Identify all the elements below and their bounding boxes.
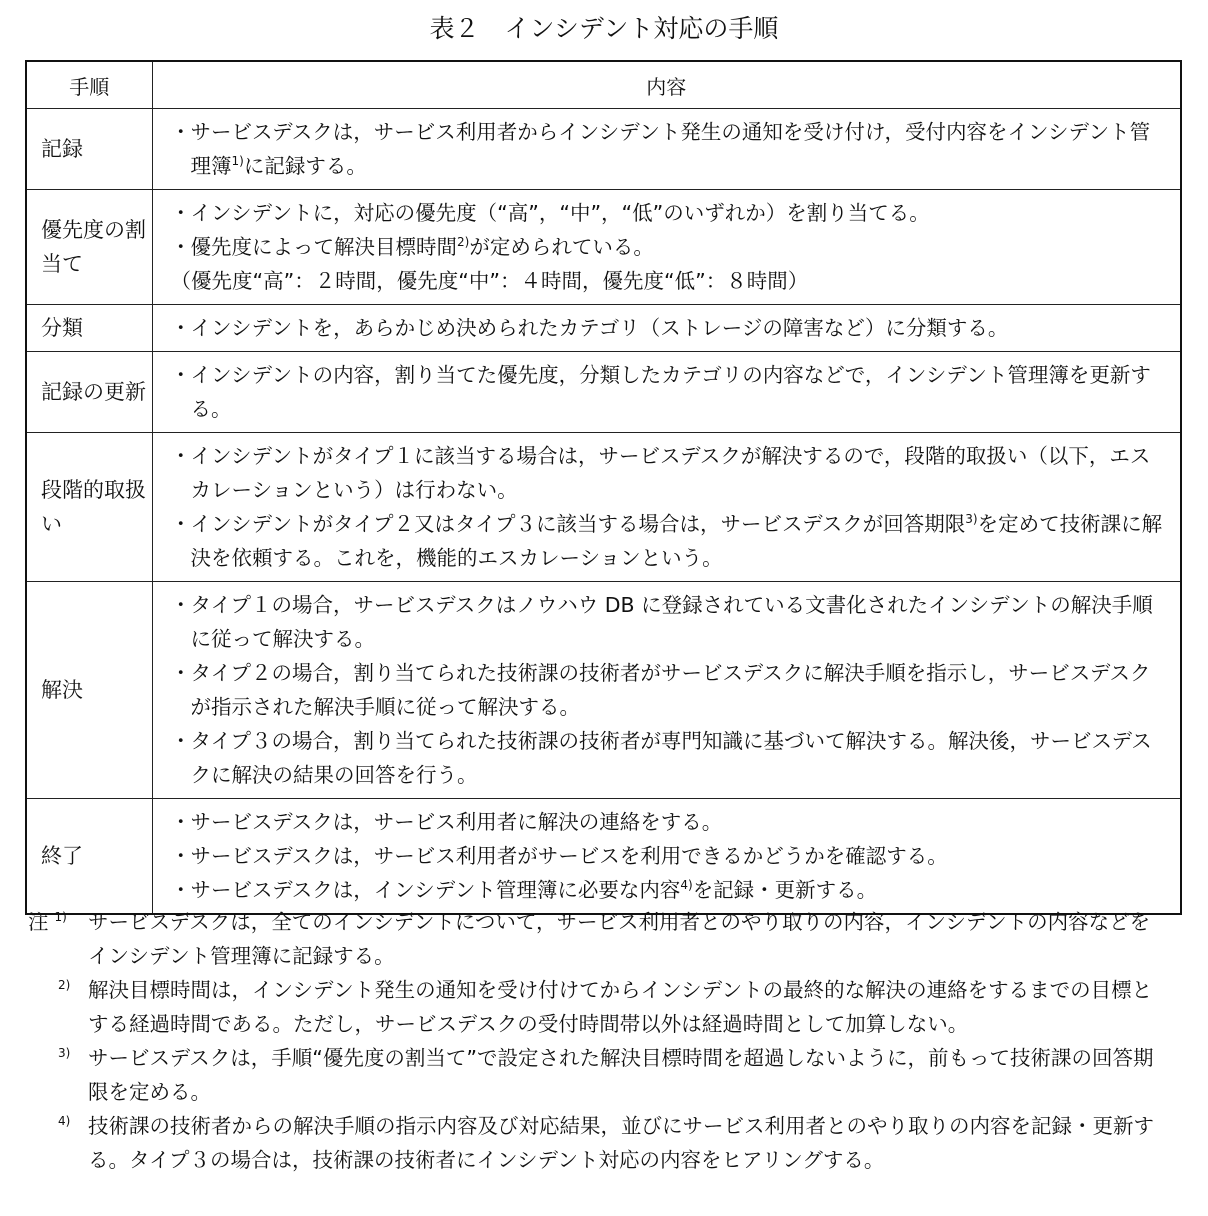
bullet-text: インシデントがタイプ１に該当する場合は，サービスデスクが解決するので，段階的取扱い（以下，エスカレーションという）は行わない。 bbox=[190, 444, 1151, 502]
step-cell: 終了 bbox=[26, 799, 152, 915]
bullet-text: タイプ２の場合，割り当てられた技術課の技術者がサービスデスクに解決手順を指示し，サービスデスクが指示された解決手順に従って解決する。 bbox=[190, 661, 1151, 719]
content-cell bbox=[152, 582, 1181, 799]
bullet-text-cont: に記録する。 bbox=[243, 154, 367, 178]
content-cell bbox=[152, 190, 1181, 305]
bullet-item bbox=[171, 656, 1169, 724]
bullet-item bbox=[171, 196, 1169, 230]
bullet-icon: ・ bbox=[170, 810, 191, 834]
bullet-text: サービスデスクは，サービス利用者からインシデント発生の通知を受け付け，受付内容をインシデント管理簿 bbox=[190, 120, 1151, 178]
table-row bbox=[26, 582, 1181, 799]
bullet-text-cont: を記録・更新する。 bbox=[692, 878, 878, 902]
bullet-text: 優先度によって解決目標時間 bbox=[190, 235, 457, 259]
footnote-mark bbox=[52, 973, 70, 1007]
bullet-icon: ・ bbox=[170, 201, 191, 225]
table-row bbox=[26, 305, 1181, 352]
content-cell bbox=[152, 433, 1181, 582]
content-cell bbox=[152, 109, 1181, 190]
bullet-icon: ・ bbox=[170, 878, 191, 902]
table-row bbox=[26, 799, 1181, 915]
footnote bbox=[40, 973, 1170, 1041]
step-cell: 解決 bbox=[26, 582, 152, 799]
bullet-item bbox=[171, 839, 1169, 873]
footnote-ref: 2) bbox=[457, 235, 470, 249]
bullet-text: インシデントがタイプ２又はタイプ３に該当する場合は，サービスデスクが回答期限 bbox=[190, 512, 966, 536]
footnote-number: 3) bbox=[58, 1046, 71, 1060]
footnote-ref: 1) bbox=[231, 154, 244, 168]
footnote bbox=[40, 1109, 1170, 1177]
bullet-icon: ・ bbox=[170, 729, 191, 753]
bullet-text-cont: が定められている。 bbox=[469, 235, 654, 259]
bullet-text: インシデントを，あらかじめ決められたカテゴリ（ストレージの障害など）に分類する。 bbox=[190, 316, 1009, 340]
bullet-item bbox=[171, 311, 1169, 345]
footnote-ref: 3) bbox=[965, 512, 978, 526]
bullet-item bbox=[171, 358, 1169, 426]
footnote-text: サービスデスクは，全てのインシデントについて，サービス利用者とのやり取りの内容，インシデントの内容などをインシデント管理簿に記録する。 bbox=[88, 910, 1151, 968]
bullet-text: サービスデスクは，サービス利用者がサービスを利用できるかどうかを確認する。 bbox=[190, 844, 948, 868]
bullet-icon: ・ bbox=[170, 661, 191, 685]
step-cell: 記録 bbox=[26, 109, 152, 190]
bullet-icon: ・ bbox=[170, 444, 191, 468]
step-cell: 優先度の割当て bbox=[26, 190, 152, 305]
footnote-text: 技術課の技術者からの解決手順の指示内容及び対応結果，並びにサービス利用者とのやり取りの内容を記録・更新する。タイプ３の場合は，技術課の技術者にインシデント対応の内容をヒアリングする。 bbox=[88, 1114, 1154, 1172]
bullet-icon: ・ bbox=[170, 512, 191, 536]
bullet-icon: ・ bbox=[170, 316, 191, 340]
footnote-number: 1) bbox=[54, 910, 67, 924]
bullet-text: サービスデスクは，インシデント管理簿に必要な内容 bbox=[190, 878, 681, 902]
step-cell: 記録の更新 bbox=[26, 352, 152, 433]
footnote-number: 4) bbox=[58, 1114, 71, 1128]
bullet-item bbox=[171, 805, 1169, 839]
bullet-icon: ・ bbox=[170, 235, 191, 259]
bullet-text-cont: を定めて技術課に解決を依頼する。これを，機能的エスカレーションという。 bbox=[190, 512, 1163, 570]
step-cell: 段階的取扱い bbox=[26, 433, 152, 582]
bullet-item bbox=[171, 439, 1169, 507]
footnote-number: 2) bbox=[58, 978, 71, 992]
table-row bbox=[26, 352, 1181, 433]
table-header-row bbox=[26, 61, 1181, 109]
bullet-item bbox=[171, 724, 1169, 792]
footnotes bbox=[28, 905, 1170, 1177]
bullet-text: インシデントに，対応の優先度（“高”，“中”，“低”のいずれか）を割り当てる。 bbox=[190, 201, 930, 225]
bullet-text: サービスデスクは，サービス利用者に解決の連絡をする。 bbox=[190, 810, 723, 834]
content-cell bbox=[152, 799, 1181, 915]
header-content: 内容 bbox=[152, 61, 1181, 109]
bullet-icon: ・ bbox=[170, 120, 191, 144]
content-cell bbox=[152, 305, 1181, 352]
footnote-ref: 4) bbox=[680, 878, 693, 892]
incident-procedure-table bbox=[25, 60, 1182, 915]
bullet-item bbox=[171, 588, 1169, 656]
bullet-item bbox=[171, 873, 1169, 907]
table-row bbox=[26, 433, 1181, 582]
footnote-text: 解決目標時間は，インシデント発生の通知を受け付けてからインシデントの最終的な解決の連絡をするまでの目標とする経過時間である。ただし，サービスデスクの受付時間帯以外は経過時間として加算しない。 bbox=[88, 978, 1153, 1036]
footnote bbox=[28, 905, 1170, 973]
table-row bbox=[26, 109, 1181, 190]
bullet-item bbox=[171, 230, 1169, 264]
bullet-item bbox=[171, 507, 1169, 575]
content-cell bbox=[152, 352, 1181, 433]
bullet-icon: ・ bbox=[170, 363, 191, 387]
footnote-mark bbox=[28, 905, 67, 939]
footnote-mark bbox=[52, 1109, 70, 1143]
table-title: 表２ インシデント対応の手順 bbox=[429, 14, 779, 43]
footnote-text: サービスデスクは，手順“優先度の割当て”で設定された解決目標時間を超過しないように，前もって技術課の回答期限を定める。 bbox=[88, 1046, 1154, 1104]
header-step: 手順 bbox=[26, 61, 152, 109]
bullet-text: インシデントの内容，割り当てた優先度，分類したカテゴリの内容などで，インシデント管理簿を更新する。 bbox=[190, 363, 1151, 421]
step-cell: 分類 bbox=[26, 305, 152, 352]
bullet-icon: ・ bbox=[170, 844, 191, 868]
table-row bbox=[26, 190, 1181, 305]
footnote-mark bbox=[52, 1041, 70, 1075]
footnote bbox=[40, 1041, 1170, 1109]
bullet-icon: ・ bbox=[170, 593, 191, 617]
bullet-item bbox=[171, 115, 1169, 183]
bullet-text: タイプ３の場合，割り当てられた技術課の技術者が専門知識に基づいて解決する。解決後，サービスデスクに解決の結果の回答を行う。 bbox=[190, 729, 1152, 787]
notes-label: 注 bbox=[28, 910, 49, 934]
bullet-text: タイプ１の場合，サービスデスクはノウハウ DB に登録されている文書化されたインシデントの解決手順に従って解決する。 bbox=[190, 593, 1153, 651]
priority-times: （優先度“高”：２時間，優先度“中”：４時間，優先度“低”：８時間） bbox=[170, 269, 809, 293]
